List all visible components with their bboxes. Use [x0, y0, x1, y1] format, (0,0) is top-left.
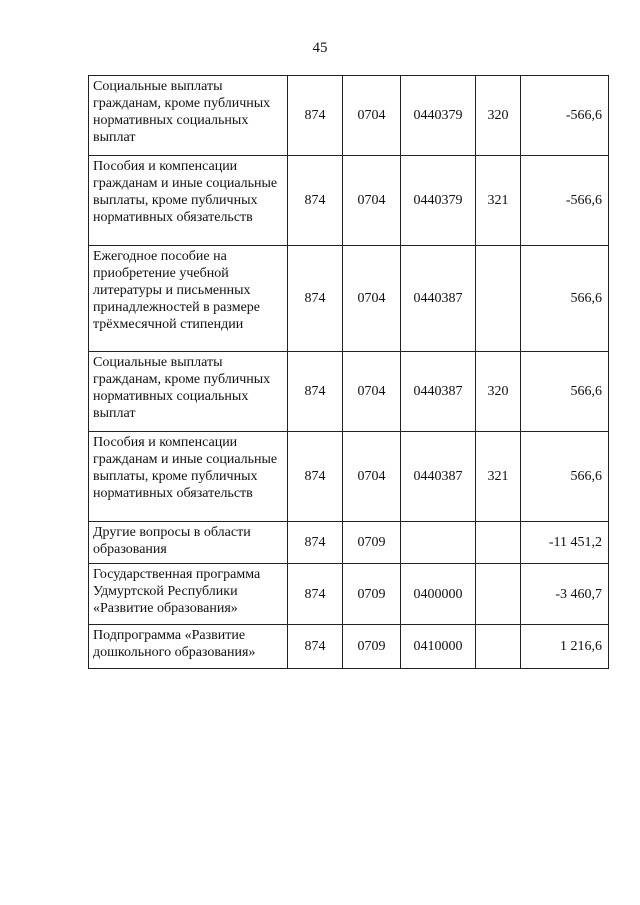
amount-cell: 566,6 — [521, 352, 609, 432]
amount-cell: 1 216,6 — [521, 625, 609, 669]
admin-code-cell: 874 — [288, 76, 343, 156]
expense-type-cell — [476, 246, 521, 352]
section-code-cell: 0704 — [343, 432, 401, 522]
admin-code-cell: 874 — [288, 564, 343, 625]
amount-cell: -11 451,2 — [521, 522, 609, 564]
section-code-cell: 0704 — [343, 352, 401, 432]
expense-type-cell — [476, 522, 521, 564]
expense-type-cell — [476, 625, 521, 669]
admin-code-cell: 874 — [288, 432, 343, 522]
section-code-cell: 0704 — [343, 156, 401, 246]
amount-cell: -566,6 — [521, 76, 609, 156]
row-name-cell: Государственная программа Удмуртской Республики «Развитие образования» — [89, 564, 288, 625]
target-article-cell: 0440387 — [401, 246, 476, 352]
row-name-cell: Ежегодное пособие на приобретение учебной литературы и письменных принадлежностей в размере трёхмесячной стипендии — [89, 246, 288, 352]
table-row — [89, 156, 609, 246]
target-article-cell: 0400000 — [401, 564, 476, 625]
table-row — [89, 432, 609, 522]
amount-cell: 566,6 — [521, 246, 609, 352]
target-article-cell — [401, 522, 476, 564]
expense-type-cell — [476, 564, 521, 625]
expense-type-cell: 321 — [476, 156, 521, 246]
target-article-cell: 0440387 — [401, 352, 476, 432]
expense-type-cell: 320 — [476, 352, 521, 432]
section-code-cell: 0709 — [343, 522, 401, 564]
admin-code-cell: 874 — [288, 246, 343, 352]
section-code-cell: 0709 — [343, 564, 401, 625]
target-article-cell: 0410000 — [401, 625, 476, 669]
expense-type-cell: 320 — [476, 76, 521, 156]
admin-code-cell: 874 — [288, 625, 343, 669]
row-name-cell: Социальные выплаты гражданам, кроме публичных нормативных социальных выплат — [89, 76, 288, 156]
row-name-cell: Социальные выплаты гражданам, кроме публичных нормативных социальных выплат — [89, 352, 288, 432]
budget-table-body — [89, 76, 609, 669]
table-row — [89, 625, 609, 669]
table-row — [89, 246, 609, 352]
expense-type-cell: 321 — [476, 432, 521, 522]
admin-code-cell: 874 — [288, 522, 343, 564]
row-name-cell: Другие вопросы в области образования — [89, 522, 288, 564]
table-row — [89, 522, 609, 564]
table-row — [89, 564, 609, 625]
page-number: 45 — [312, 40, 328, 56]
table-row — [89, 76, 609, 156]
amount-cell: -566,6 — [521, 156, 609, 246]
section-code-cell: 0704 — [343, 246, 401, 352]
table-row — [89, 352, 609, 432]
target-article-cell: 0440387 — [401, 432, 476, 522]
target-article-cell: 0440379 — [401, 76, 476, 156]
budget-table — [88, 75, 609, 669]
amount-cell: 566,6 — [521, 432, 609, 522]
section-code-cell: 0709 — [343, 625, 401, 669]
target-article-cell: 0440379 — [401, 156, 476, 246]
admin-code-cell: 874 — [288, 352, 343, 432]
row-name-cell: Пособия и компенсации гражданам и иные социальные выплаты, кроме публичных нормативных обязательств — [89, 156, 288, 246]
admin-code-cell: 874 — [288, 156, 343, 246]
amount-cell: -3 460,7 — [521, 564, 609, 625]
row-name-cell: Пособия и компенсации гражданам и иные социальные выплаты, кроме публичных нормативных обязательств — [89, 432, 288, 522]
section-code-cell: 0704 — [343, 76, 401, 156]
row-name-cell: Подпрограмма «Развитие дошкольного образования» — [89, 625, 288, 669]
